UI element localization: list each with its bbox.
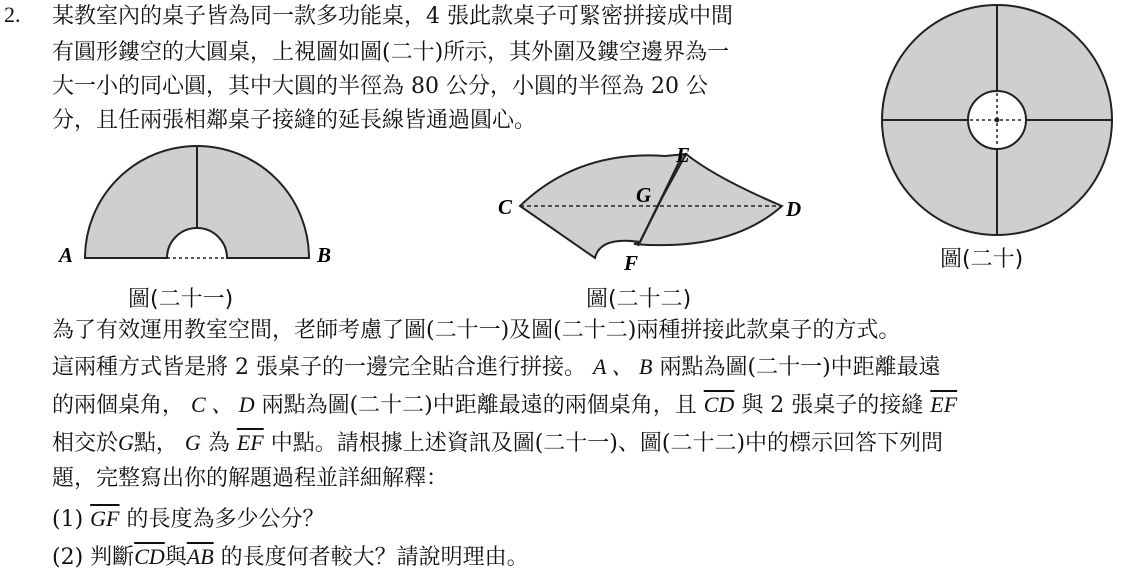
line-6-text: 這兩種方式皆是將 2 張桌子的一邊完全貼合進行拼接。 xyxy=(52,355,586,380)
q2-b: 與 xyxy=(164,545,187,570)
line-8 xyxy=(52,430,943,457)
line-8-c: 為 xyxy=(207,431,230,456)
line-9: 題，完整寫出你的解題過程並詳細解釋： xyxy=(52,466,449,491)
q1-label: (1) xyxy=(52,507,84,532)
points-ab: A 、 B xyxy=(593,354,653,379)
figure-22-caption: 圖(二十二) xyxy=(586,287,692,312)
line-7-a: 的兩個桌角， xyxy=(52,393,185,418)
point-a-label: A xyxy=(59,243,74,267)
q2-label: (2) xyxy=(52,545,84,570)
line-7 xyxy=(52,392,957,419)
intro-line-3: 大一小的同心圓，其中大圓的半徑為 80 公分，小圓的半徑為 20 公 xyxy=(52,74,708,99)
points-cd: C 、 D xyxy=(191,392,255,417)
line-8-d: 中點。請根據上述資訊及圖(二十一)、圖(二十二)中的標示回答下列問 xyxy=(270,431,944,456)
point-d-label: D xyxy=(786,197,802,221)
q2-a: 判斷 xyxy=(90,545,135,570)
point-e-label: E xyxy=(676,143,691,167)
figure-20-diagram xyxy=(870,0,1120,240)
line-7-c: 與 2 張桌子的接縫 xyxy=(741,393,924,418)
segment-cd-2: $\overline{CD}$ xyxy=(134,544,165,569)
point-b-label: B xyxy=(317,243,332,267)
line-6-tail: 兩點為圖(二十一)中距離最遠 xyxy=(659,355,941,380)
point-g-text-2: G xyxy=(184,430,201,455)
problem-number: 2. xyxy=(4,2,21,27)
line-5: 為了有效運用教室空間，老師考慮了圖(二十一)及圖(二十二)兩種拼接此款桌子的方式。 xyxy=(52,318,901,343)
point-g-label: G xyxy=(636,183,652,207)
point-f-label: F xyxy=(624,251,639,275)
q2-c: 的長度何者較大？請說明理由。 xyxy=(220,545,529,570)
figure-21-diagram xyxy=(55,138,345,268)
intro-line-4: 分，且任兩張相鄰桌子接縫的延長線皆通過圓心。 xyxy=(52,108,537,133)
segment-ef-2: $\overline{EF}$ xyxy=(236,430,264,455)
segment-gf: $\overline{GF}$ xyxy=(90,506,120,531)
figure-21-caption: 圖(二十一) xyxy=(128,287,234,312)
line-7-b: 兩點為圖(二十二)中距離最遠的兩個桌角，且 xyxy=(261,393,697,418)
figure-22-diagram xyxy=(490,140,820,280)
question-2 xyxy=(52,544,529,571)
segment-cd: $\overline{CD}$ xyxy=(703,392,735,417)
center-point xyxy=(995,118,1000,123)
line-8-a: 相交於 xyxy=(52,431,119,456)
point-g-text: G xyxy=(118,430,134,455)
intro-line-1: 某教室內的桌子皆為同一款多功能桌，4 張此款桌子可緊密拼接成中間 xyxy=(52,4,733,29)
figure-20-caption: 圖(二十) xyxy=(940,247,1024,272)
point-c-label: C xyxy=(498,195,513,219)
question-1 xyxy=(52,506,325,533)
q1-text: 的長度為多少公分？ xyxy=(126,507,325,532)
segment-ef: $\overline{EF}$ xyxy=(930,392,958,417)
segment-ab: $\overline{AB}$ xyxy=(186,544,214,569)
intro-line-2: 有圓形鏤空的大圓桌，上視圖如圖(二十)所示，其外圍及鏤空邊界為一 xyxy=(52,40,730,65)
line-8-b: 點， xyxy=(133,431,178,456)
line-6 xyxy=(52,354,941,381)
